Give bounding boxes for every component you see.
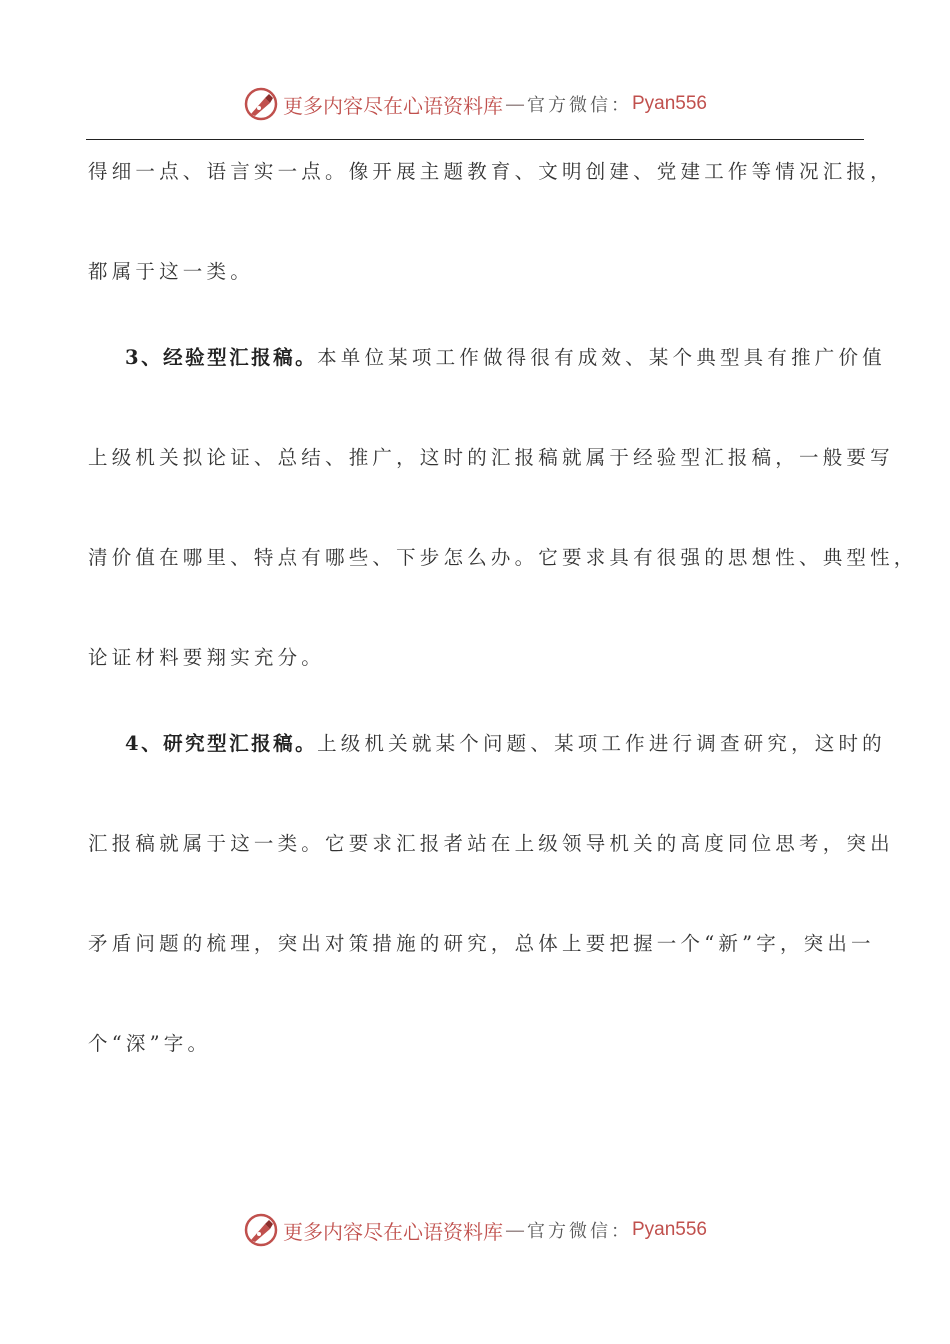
header-dash: — <box>504 92 525 116</box>
paragraph-4-line-4: 个“深”字。 <box>88 1032 212 1055</box>
paragraph-3-line-2: 上级机关拟论证、总结、推广，这时的汇报稿就属于经验型汇报稿，一般要写 <box>88 446 894 469</box>
text-line-2: 都属于这一类。 <box>88 260 254 283</box>
paragraph-3-line-3: 清价值在哪里、特点有哪些、下步怎么办。它要求具有很强的思想性、典型性， <box>88 546 918 569</box>
paragraph-3-text: 本单位某项工作做得很有成效、某个典型具有推广价值 <box>317 346 886 369</box>
paragraph-4-line-2: 汇报稿就属于这一类。它要求汇报者站在上级领导机关的高度同位思考，突出 <box>88 832 894 855</box>
header-wechat-label: 官方微信： <box>526 95 632 116</box>
paragraph-4-first-line <box>125 729 915 759</box>
pen-nib-logo-icon <box>243 86 279 122</box>
header-banner <box>0 84 950 124</box>
footer-wechat-label: 官方微信： <box>526 1221 632 1242</box>
footer-banner <box>0 1210 950 1250</box>
footer-site-name: 更多内容尽在心语资料库 <box>282 1219 503 1244</box>
footer-dash: — <box>504 1218 525 1242</box>
paragraph-3-heading: 3、经验型汇报稿。 <box>125 346 318 369</box>
header-site-name: 更多内容尽在心语资料库 <box>282 93 503 118</box>
text-line-1: 得细一点、语言实一点。像开展主题教育、文明创建、党建工作等情况汇报， <box>88 160 894 183</box>
paragraph-4-line-3: 矛盾问题的梳理，突出对策措施的研究，总体上要把握一个“新”字，突出一 <box>88 932 875 955</box>
header-divider <box>86 139 864 140</box>
paragraph-4-heading: 4、研究型汇报稿。 <box>125 732 318 755</box>
footer-wechat-id: Pyan556 <box>631 1219 707 1240</box>
header-wechat-id: Pyan556 <box>631 93 707 114</box>
paragraph-4-text: 上级机关就某个问题、某项工作进行调查研究，这时的 <box>317 732 886 755</box>
paragraph-3-first-line <box>125 343 915 373</box>
pen-nib-logo-icon <box>243 1212 279 1248</box>
paragraph-3-line-4: 论证材料要翔实充分。 <box>88 646 326 669</box>
